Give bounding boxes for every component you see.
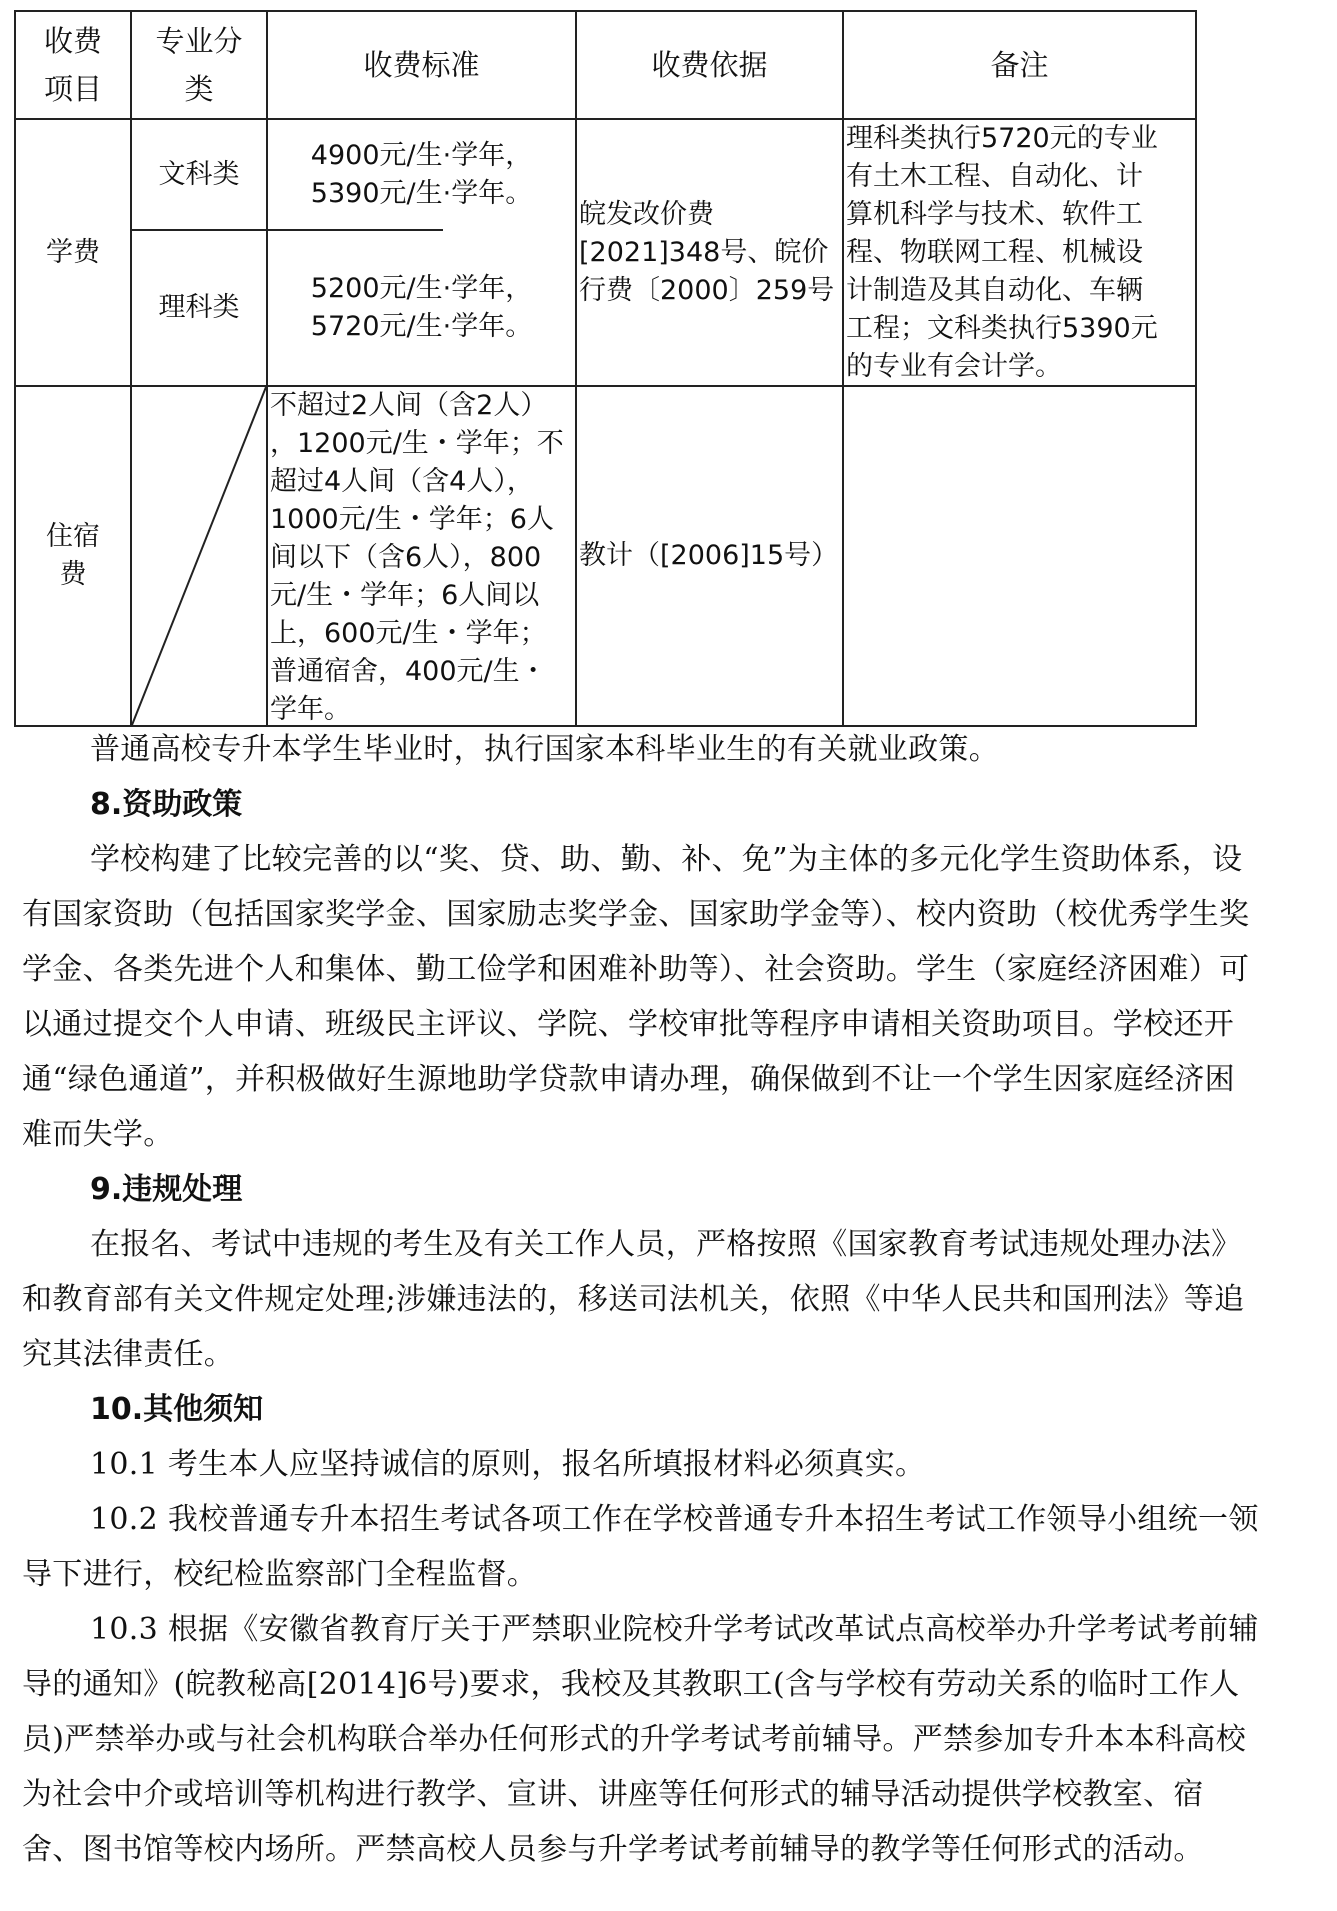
tuition-basis: 皖发改价费 [2021]348号、皖价 行费〔2000〕259号	[579, 198, 835, 306]
fee-table	[14, 10, 1197, 727]
section-heading-9: 9.违规处理	[90, 1172, 243, 1207]
tuition-item: 学费	[46, 236, 100, 268]
employment-policy-text: 普通高校专升本学生毕业时，执行国家本科毕业生的有关就业政策。	[90, 732, 999, 767]
science-category: 理科类	[158, 292, 240, 323]
liberal-arts-category: 文科类	[158, 158, 240, 190]
tuition-remark: 理科类执行5720元的专业 有土木工程、自动化、计 算机科学与技术、软件工 程、物联网工程、机械设 计制造及其自动化、车辆 工程；文科类执行5390元 的专业有会计学。	[846, 123, 1158, 382]
section-heading-8: 8.资助政策	[90, 787, 243, 822]
header-fee-item: 收费 项目	[43, 24, 102, 106]
section-10-2-paragraph: 10.2 我校普通专升本招生考试各项工作在学校普通专升本招生考试工作领导小组统一领导下进行，校纪检监察部门全程监督。	[22, 1502, 1259, 1592]
header-fee-basis: 收费依据	[651, 48, 768, 82]
header-category: 专业分 类	[155, 24, 243, 106]
header-remark: 备注	[990, 48, 1049, 82]
section-heading-10: 10.其他须知	[90, 1392, 264, 1427]
section-10-1-paragraph: 10.1 考生本人应坚持诚信的原则，报名所填报材料必须真实。	[90, 1447, 926, 1482]
header-fee-standard: 收费标准	[363, 48, 480, 82]
section-8-paragraph: 学校构建了比较完善的以“奖、贷、助、勤、补、免”为主体的多元化学生资助体系，设有国家资助（包括国家奖学金、国家励志奖学金、国家助学金等）、校内资助（校优秀学生奖学金、各类先进个人和集体、勤工俭学和困难补助等）、社会资助。学生（家庭经济困难）可以通过提交个人申请、班级民主评议、学院、学校审批等程序申请相关资助项目。学校还开通“绿色通道”，并积极做好生源地助学贷款申请办理，确保做到不让一个学生因家庭经济困难而失学。	[22, 842, 1250, 1152]
liberal-arts-standard: 4900元/生·学年， 5390元/生·学年。	[310, 139, 533, 209]
accommodation-item: 住宿 费	[46, 521, 100, 590]
section-9-paragraph: 在报名、考试中违规的考生及有关工作人员，严格按照《国家教育考试违规处理办法》和教育部有关文件规定处理;涉嫌违法的，移送司法机关，依照《中华人民共和国刑法》等追究其法律责任。	[22, 1227, 1245, 1372]
accommodation-remark	[844, 387, 1195, 725]
diagonal-slash	[132, 387, 266, 725]
accommodation-basis: 教计（[2006]15号）	[579, 540, 839, 571]
accommodation-standard: 不超过2人间（含2人） ，1200元/生・学年；不 超过4人间（含4人）， 1000元/生・学年；6人 间以下（含6人），800 元/生・学年；6人间以 上，600元/生・学年； 普通宿舍，400元/生・ 学年。	[270, 390, 564, 725]
science-standard: 5200元/生·学年， 5720元/生·学年。	[310, 273, 533, 342]
section-10-3-paragraph: 10.3 根据《安徽省教育厅关于严禁职业院校升学考试改革试点高校举办升学考试考前辅导的通知》(皖教秘高[2014]6号)要求，我校及其教职工(含与学校有劳动关系的临时工作人员)严禁举办或与社会机构联合举办任何形式的升学考试考前辅导。严禁参加专升本本科高校为社会中介或培训等机构进行教学、宣讲、讲座等任何形式的辅导活动提供学校教室、宿舍、图书馆等校内场所。严禁高校人员参与升学考试考前辅导的教学等任何形式的活动。	[22, 1612, 1259, 1867]
